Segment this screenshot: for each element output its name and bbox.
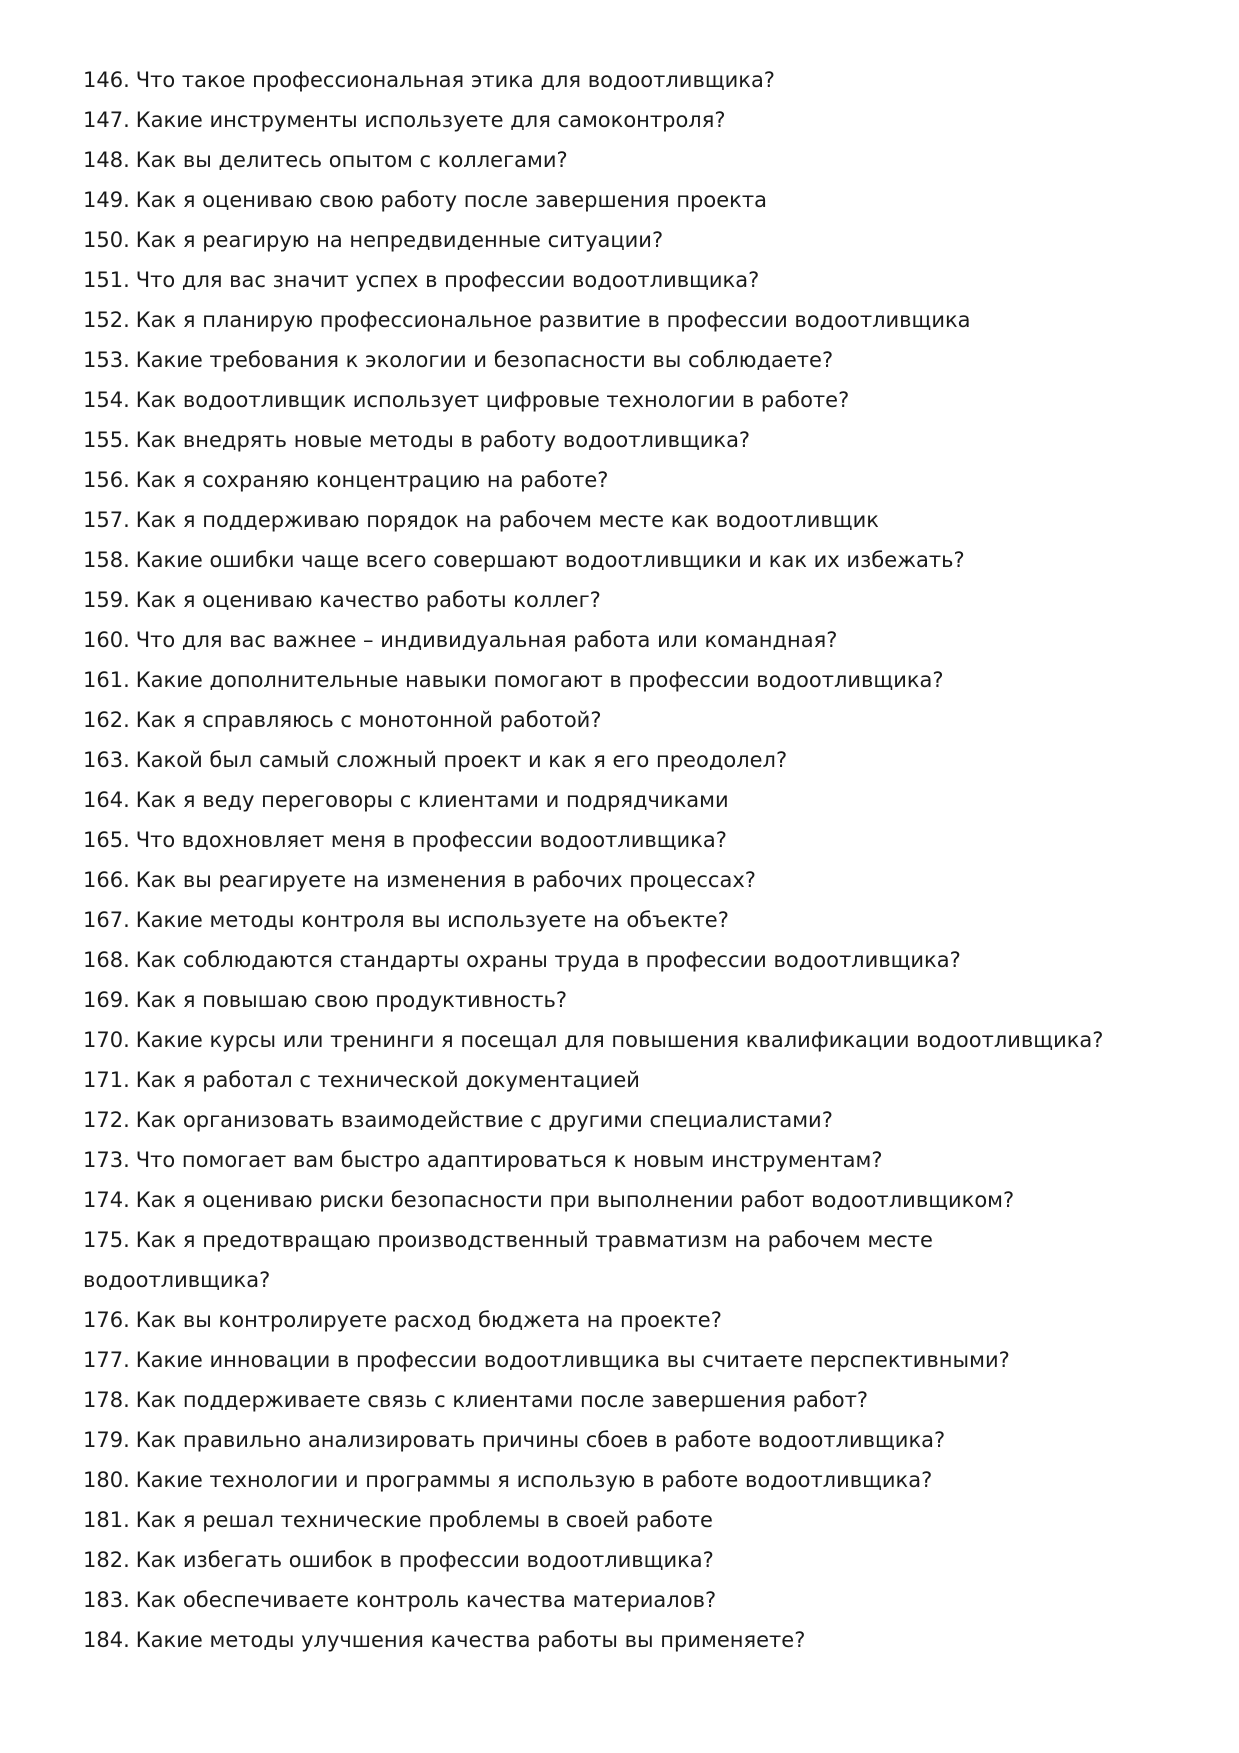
- question-text: Как вы делитесь опытом с коллегами?: [135, 148, 568, 172]
- question-text: Как правильно анализировать причины сбоев в работе водоотливщика?: [135, 1428, 946, 1452]
- question-number: 178.: [83, 1388, 130, 1412]
- list-item: [83, 380, 1173, 420]
- question-number: 171.: [83, 1068, 130, 1092]
- question-text: Как внедрять новые методы в работу водоотливщика?: [135, 428, 751, 452]
- question-text: Как я оцениваю свою работу после завершения проекта: [135, 188, 767, 212]
- question-list: [83, 60, 1173, 1660]
- question-text: Как я повышаю свою продуктивность?: [135, 988, 567, 1012]
- question-text: Что помогает вам быстро адаптироваться к новым инструментам?: [135, 1148, 883, 1172]
- question-number: 181.: [83, 1508, 130, 1532]
- question-number: 153.: [83, 348, 130, 372]
- question-text: Какие инновации в профессии водоотливщика вы считаете перспективными?: [135, 1348, 1010, 1372]
- question-number: 157.: [83, 508, 130, 532]
- question-number: 148.: [83, 148, 130, 172]
- list-item: [83, 620, 1173, 660]
- question-number: 176.: [83, 1308, 130, 1332]
- list-item: [83, 1460, 1173, 1500]
- list-item: [83, 1060, 1173, 1100]
- list-item: [83, 1540, 1173, 1580]
- question-text: Какие требования к экологии и безопасности вы соблюдаете?: [135, 348, 834, 372]
- list-item: [83, 580, 1173, 620]
- question-text: Как поддерживаете связь с клиентами после завершения работ?: [135, 1388, 868, 1412]
- question-text: Какие инструменты используете для самоконтроля?: [135, 108, 726, 132]
- question-text: Как я оцениваю качество работы коллег?: [135, 588, 601, 612]
- list-item: [83, 940, 1173, 980]
- list-item: [83, 460, 1173, 500]
- question-text: Какие ошибки чаще всего совершают водоотливщики и как их избежать?: [135, 548, 965, 572]
- list-item: [83, 1140, 1173, 1180]
- question-text: Как я реагирую на непредвиденные ситуации?: [135, 228, 664, 252]
- question-text: Какие методы контроля вы используете на объекте?: [135, 908, 729, 932]
- question-number: 166.: [83, 868, 130, 892]
- list-item: [83, 140, 1173, 180]
- question-text: Как я справляюсь с монотонной работой?: [135, 708, 602, 732]
- question-text: Как организовать взаимодействие с другими специалистами?: [135, 1108, 833, 1132]
- question-number: 156.: [83, 468, 130, 492]
- question-text: Какие технологии и программы я использую в работе водоотливщика?: [135, 1468, 933, 1492]
- list-item: [83, 180, 1173, 220]
- list-item: [83, 1420, 1173, 1460]
- question-text: Как я оцениваю риски безопасности при выполнении работ водоотливщиком?: [135, 1188, 1015, 1212]
- question-text: Что для вас важнее – индивидуальная работа или командная?: [135, 628, 838, 652]
- question-number: 159.: [83, 588, 130, 612]
- question-number: 158.: [83, 548, 130, 572]
- list-item: [83, 1300, 1173, 1340]
- question-number: 162.: [83, 708, 130, 732]
- list-item: [83, 1620, 1173, 1660]
- list-item: [83, 900, 1173, 940]
- question-number: 155.: [83, 428, 130, 452]
- question-number: 163.: [83, 748, 130, 772]
- list-item: [83, 100, 1173, 140]
- question-number: 164.: [83, 788, 130, 812]
- list-item: [83, 820, 1173, 860]
- question-number: 151.: [83, 268, 130, 292]
- list-item: [83, 500, 1173, 540]
- question-text: Как я планирую профессиональное развитие в профессии водоотливщика: [135, 308, 971, 332]
- question-number: 179.: [83, 1428, 130, 1452]
- list-item: [83, 1500, 1173, 1540]
- question-text: Как я поддерживаю порядок на рабочем месте как водоотливщик: [135, 508, 879, 532]
- list-item: [83, 1380, 1173, 1420]
- question-text: Как я решал технические проблемы в своей работе: [135, 1508, 713, 1532]
- list-item: [83, 540, 1173, 580]
- question-text: Какие методы улучшения качества работы вы применяете?: [135, 1628, 806, 1652]
- question-text: Как соблюдаются стандарты охраны труда в профессии водоотливщика?: [135, 948, 961, 972]
- question-text: Как вы реагируете на изменения в рабочих процессах?: [135, 868, 756, 892]
- list-item: [83, 980, 1173, 1020]
- question-number: 161.: [83, 668, 130, 692]
- question-text: Как я веду переговоры с клиентами и подрядчиками: [135, 788, 729, 812]
- question-number: 167.: [83, 908, 130, 932]
- question-number: 173.: [83, 1148, 130, 1172]
- list-item: [83, 740, 1173, 780]
- list-item: [83, 700, 1173, 740]
- question-text: Что для вас значит успех в профессии водоотливщика?: [135, 268, 760, 292]
- question-number: 170.: [83, 1028, 130, 1052]
- list-item: [83, 1340, 1173, 1380]
- list-item: [83, 860, 1173, 900]
- question-text: Как я предотвращаю производственный травматизм на рабочем месте водоотливщика?: [83, 1228, 933, 1292]
- question-number: 165.: [83, 828, 130, 852]
- question-number: 182.: [83, 1548, 130, 1572]
- question-number: 160.: [83, 628, 130, 652]
- question-text: Какие курсы или тренинги я посещал для повышения квалификации водоотливщика?: [135, 1028, 1104, 1052]
- list-item: [83, 1180, 1173, 1220]
- question-text: Какой был самый сложный проект и как я его преодолел?: [135, 748, 788, 772]
- question-text: Что такое профессиональная этика для водоотливщика?: [135, 68, 775, 92]
- question-number: 183.: [83, 1588, 130, 1612]
- list-item: [83, 340, 1173, 380]
- list-item: [83, 1100, 1173, 1140]
- question-number: 150.: [83, 228, 130, 252]
- list-item: [83, 260, 1173, 300]
- list-item: [83, 1580, 1173, 1620]
- question-number: 154.: [83, 388, 130, 412]
- question-number: 180.: [83, 1468, 130, 1492]
- question-text: Как обеспечиваете контроль качества материалов?: [135, 1588, 717, 1612]
- list-item: [83, 60, 1173, 100]
- question-text: Как я работал с технической документацией: [135, 1068, 640, 1092]
- question-number: 184.: [83, 1628, 130, 1652]
- question-number: 152.: [83, 308, 130, 332]
- question-number: 147.: [83, 108, 130, 132]
- question-number: 177.: [83, 1348, 130, 1372]
- question-text: Как вы контролируете расход бюджета на проекте?: [135, 1308, 722, 1332]
- list-item: [83, 300, 1173, 340]
- question-number: 168.: [83, 948, 130, 972]
- list-item: [83, 1020, 1173, 1060]
- question-number: 149.: [83, 188, 130, 212]
- question-text: Как я сохраняю концентрацию на работе?: [135, 468, 609, 492]
- list-item: [83, 220, 1173, 260]
- question-text: Как водоотливщик использует цифровые технологии в работе?: [135, 388, 850, 412]
- question-text: Какие дополнительные навыки помогают в профессии водоотливщика?: [135, 668, 944, 692]
- question-number: 175.: [83, 1228, 130, 1252]
- question-number: 174.: [83, 1188, 130, 1212]
- list-item: [83, 1220, 1083, 1300]
- question-text: Как избегать ошибок в профессии водоотливщика?: [135, 1548, 714, 1572]
- question-text: Что вдохновляет меня в профессии водоотливщика?: [135, 828, 727, 852]
- list-item: [83, 420, 1173, 460]
- list-item: [83, 660, 1173, 700]
- question-number: 172.: [83, 1108, 130, 1132]
- question-number: 146.: [83, 68, 130, 92]
- list-item: [83, 780, 1173, 820]
- question-number: 169.: [83, 988, 130, 1012]
